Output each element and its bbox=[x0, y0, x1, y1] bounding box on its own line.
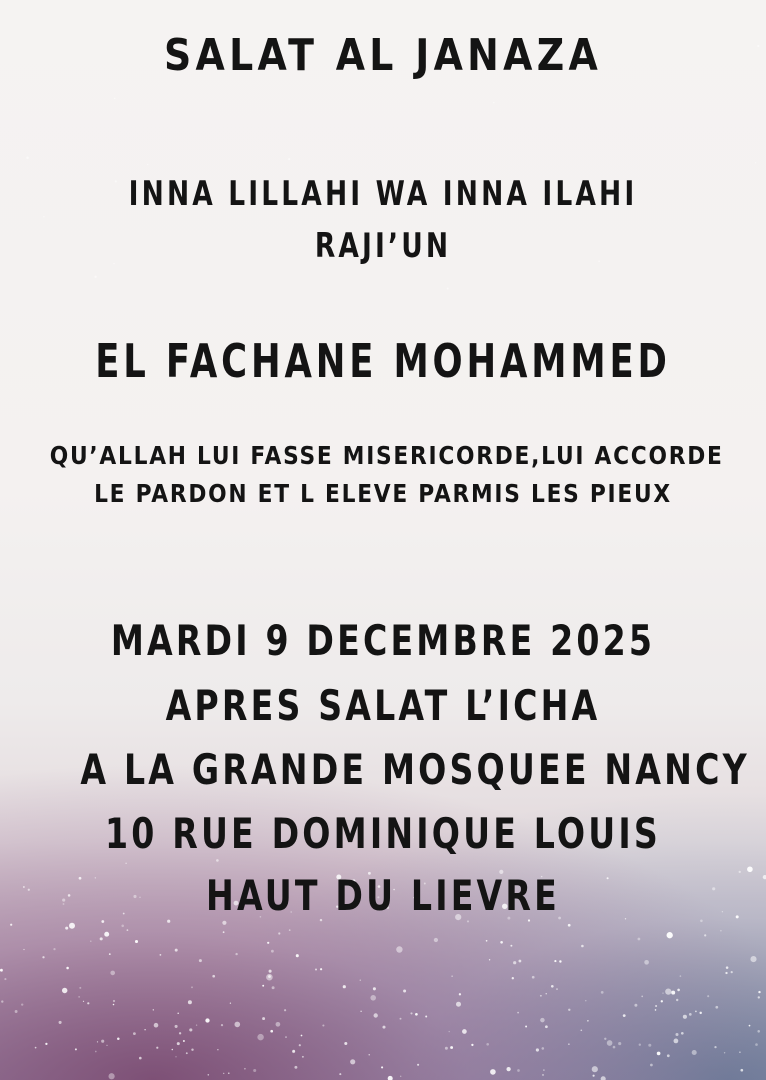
sparkle bbox=[66, 967, 69, 970]
sparkle bbox=[0, 969, 3, 972]
sparkle bbox=[712, 887, 715, 890]
sparkle bbox=[634, 1004, 637, 1007]
sparkle bbox=[156, 1047, 158, 1049]
sparkle bbox=[228, 1072, 229, 1073]
sparkle bbox=[704, 934, 706, 936]
sparkle bbox=[113, 1000, 115, 1002]
sparkle bbox=[755, 1043, 758, 1046]
sparkle bbox=[320, 968, 322, 970]
sparkle bbox=[546, 993, 547, 994]
sparkle bbox=[322, 1024, 324, 1026]
sparkle bbox=[692, 1050, 697, 1055]
sparkle bbox=[517, 1012, 519, 1014]
funeral-address: 10 RUE DOMINIQUE LOUIS bbox=[105, 809, 661, 858]
sparkle bbox=[208, 1074, 210, 1076]
sparkle bbox=[486, 1043, 489, 1046]
sparkle bbox=[179, 1032, 181, 1034]
sparkle bbox=[160, 954, 162, 956]
sparkle bbox=[26, 156, 29, 159]
sparkle bbox=[43, 216, 44, 217]
sparkle bbox=[568, 1009, 570, 1011]
sparkle bbox=[189, 1028, 192, 1031]
sparkle bbox=[677, 989, 680, 992]
sparkle bbox=[222, 921, 226, 925]
sparkle bbox=[388, 1076, 393, 1080]
sparkle bbox=[278, 932, 280, 934]
sparkle bbox=[532, 976, 535, 979]
sparkle bbox=[607, 1040, 613, 1046]
sparkle bbox=[641, 996, 643, 998]
sparkle bbox=[648, 1044, 651, 1047]
sparkle bbox=[108, 1073, 114, 1079]
sparkle bbox=[568, 1043, 570, 1045]
sparkle bbox=[512, 977, 514, 979]
sparkle bbox=[681, 1032, 684, 1035]
sparkle bbox=[217, 1049, 218, 1050]
sparkle bbox=[683, 1015, 687, 1019]
sparkle bbox=[23, 886, 25, 888]
sparkle bbox=[294, 1066, 297, 1069]
sparkle bbox=[639, 1044, 641, 1046]
sparkle bbox=[21, 1003, 23, 1005]
sparkle bbox=[223, 931, 225, 933]
sparkle bbox=[299, 1044, 301, 1046]
sparkle bbox=[415, 1013, 418, 1016]
sparkle bbox=[62, 988, 67, 993]
sparkle bbox=[133, 1032, 136, 1035]
sparkle bbox=[543, 1069, 544, 1070]
sparkle bbox=[113, 1004, 115, 1006]
sparkle bbox=[42, 956, 44, 958]
sparkle bbox=[199, 959, 202, 962]
sparkle bbox=[373, 987, 376, 990]
sparkle bbox=[650, 1064, 653, 1067]
sparkle bbox=[689, 1013, 692, 1016]
sparkle bbox=[344, 1042, 347, 1045]
sparkle bbox=[554, 960, 556, 962]
sparkle bbox=[580, 1029, 582, 1031]
sparkle bbox=[403, 990, 406, 993]
sparkle bbox=[62, 899, 65, 902]
sparkle bbox=[513, 961, 516, 964]
sparkle bbox=[370, 995, 376, 1001]
sparkle bbox=[343, 985, 346, 988]
invocation-line-1: INNA LILLAHI WA INNA ILAHI bbox=[128, 174, 638, 214]
sparkle bbox=[680, 975, 682, 977]
sparkle bbox=[230, 1003, 231, 1004]
sparkle bbox=[396, 946, 402, 952]
sparkle bbox=[191, 986, 193, 988]
sparkle bbox=[661, 1000, 663, 1002]
sparkle bbox=[644, 960, 649, 965]
sparkle bbox=[177, 1042, 180, 1045]
sparkle bbox=[758, 996, 760, 998]
sparkle bbox=[382, 1026, 385, 1029]
sparkle bbox=[292, 1050, 295, 1053]
sparkle bbox=[551, 985, 554, 988]
sparkle bbox=[400, 1076, 401, 1077]
sparkle bbox=[125, 863, 126, 864]
sparkle bbox=[592, 1066, 598, 1072]
funeral-date: MARDI 9 DECEMBRE 2025 bbox=[110, 616, 656, 665]
sparkle bbox=[506, 1067, 510, 1071]
sparkle bbox=[177, 1012, 179, 1014]
sparkle bbox=[449, 1031, 450, 1032]
sparkle bbox=[540, 1018, 544, 1022]
sparkle bbox=[175, 949, 178, 952]
sparkle bbox=[285, 1036, 287, 1038]
sparkle bbox=[271, 950, 274, 953]
sparkle bbox=[301, 1035, 303, 1037]
sparkle bbox=[601, 1076, 606, 1080]
sparkle bbox=[139, 1057, 142, 1060]
sparkle bbox=[556, 988, 558, 990]
sparkle bbox=[186, 1052, 188, 1054]
sparkle bbox=[153, 1009, 154, 1010]
sparkle bbox=[542, 1047, 545, 1050]
sparkle bbox=[755, 162, 756, 163]
sparkle bbox=[35, 1047, 37, 1049]
sparkle bbox=[234, 1022, 240, 1028]
sparkle bbox=[490, 1069, 496, 1075]
sparkle bbox=[747, 866, 753, 872]
sparkle bbox=[623, 1014, 626, 1017]
sparkle bbox=[68, 894, 71, 897]
sparkle bbox=[114, 98, 116, 100]
sparkle bbox=[15, 1010, 18, 1013]
sparkle bbox=[655, 1009, 657, 1011]
sparkle bbox=[757, 45, 759, 47]
sparkle bbox=[722, 911, 723, 912]
sparkle bbox=[288, 158, 290, 160]
sparkle bbox=[69, 923, 75, 929]
sparkle bbox=[456, 1002, 461, 1007]
sparkle bbox=[94, 276, 96, 278]
sparkle bbox=[724, 1052, 725, 1053]
sparkle bbox=[315, 968, 317, 970]
sparkle bbox=[167, 920, 170, 923]
sparkle bbox=[75, 1048, 77, 1050]
sparkle bbox=[675, 1033, 678, 1036]
sparkle bbox=[707, 995, 709, 997]
funeral-time: APRES SALAT L’ICHA bbox=[165, 681, 601, 730]
sparkle bbox=[10, 924, 12, 926]
sparkle bbox=[100, 937, 103, 940]
sparkle bbox=[104, 932, 109, 937]
sparkle bbox=[667, 932, 673, 938]
sparkle bbox=[65, 927, 68, 930]
sparkle bbox=[276, 1022, 281, 1027]
sparkle bbox=[188, 1000, 192, 1004]
sparkle bbox=[1, 1000, 3, 1002]
sparkle bbox=[500, 941, 503, 944]
sparkle bbox=[613, 1046, 616, 1049]
sparkle bbox=[374, 1013, 378, 1017]
sparkle bbox=[23, 949, 24, 950]
sparkle bbox=[223, 1073, 224, 1074]
sparkle bbox=[568, 924, 571, 927]
sparkle bbox=[720, 930, 722, 932]
sparkle bbox=[381, 1066, 383, 1068]
sparkle bbox=[451, 976, 452, 977]
sparkle bbox=[471, 1044, 473, 1046]
sparkle bbox=[360, 979, 361, 980]
sparkle bbox=[517, 1069, 520, 1072]
sparkle bbox=[87, 1002, 89, 1004]
sparkle bbox=[83, 1001, 84, 1002]
sparkle bbox=[147, 164, 148, 165]
sparkle bbox=[593, 1075, 595, 1077]
sparkle bbox=[284, 1009, 286, 1011]
sparkle bbox=[510, 945, 512, 947]
sparkle bbox=[410, 1012, 412, 1014]
sparkle bbox=[467, 920, 469, 922]
sparkle bbox=[425, 1016, 427, 1018]
sparkle bbox=[268, 975, 271, 978]
sparkle bbox=[667, 1054, 670, 1057]
sparkle bbox=[545, 1025, 548, 1028]
sparkle bbox=[191, 1048, 193, 1050]
sparkle bbox=[267, 942, 269, 944]
sparkle bbox=[339, 1073, 341, 1075]
prayer-line-2: LE PARDON ET L ELEVE PARMIS LES PIEUX bbox=[94, 479, 672, 508]
sparkle bbox=[758, 991, 760, 993]
sparkle bbox=[459, 993, 461, 995]
sparkle bbox=[749, 1025, 751, 1027]
sparkle bbox=[587, 1020, 589, 1022]
sparkle bbox=[715, 1006, 718, 1009]
sparkle bbox=[585, 1000, 586, 1001]
sparkle bbox=[296, 954, 299, 957]
sparkle bbox=[655, 1005, 657, 1007]
sparkle bbox=[97, 1041, 98, 1042]
sparkle bbox=[109, 953, 111, 955]
sparkle bbox=[270, 1030, 273, 1033]
sparkle bbox=[175, 1056, 176, 1057]
sparkle bbox=[750, 956, 756, 962]
sparkle bbox=[450, 1046, 453, 1049]
sparkle bbox=[493, 102, 494, 103]
sparkle bbox=[489, 959, 490, 960]
sparkle bbox=[216, 859, 219, 862]
sparkle bbox=[445, 1047, 448, 1050]
sparkle bbox=[45, 1043, 47, 1045]
sparkle bbox=[700, 920, 703, 923]
sparkle bbox=[253, 1069, 256, 1072]
sparkle bbox=[289, 929, 291, 931]
sparkle bbox=[601, 991, 604, 994]
sparkle bbox=[695, 1011, 697, 1013]
sparkle bbox=[121, 925, 124, 928]
sparkle bbox=[205, 1018, 209, 1022]
sparkle bbox=[662, 992, 663, 993]
sparkle bbox=[53, 948, 55, 950]
deceased-name: EL FACHANE MOHAMMED bbox=[95, 334, 671, 388]
sparkle bbox=[135, 940, 138, 943]
sparkle bbox=[63, 903, 65, 905]
sparkle bbox=[110, 971, 115, 976]
sparkle bbox=[540, 995, 542, 997]
sparkle bbox=[581, 945, 584, 948]
sparkle bbox=[638, 938, 641, 941]
sparkle bbox=[172, 1049, 174, 1051]
sparkle bbox=[731, 971, 733, 973]
sparkle bbox=[518, 960, 521, 963]
sparkle bbox=[736, 915, 739, 918]
sparkle bbox=[117, 1037, 120, 1040]
sparkle bbox=[676, 999, 678, 1001]
sparkle bbox=[674, 1039, 679, 1044]
prayer-line-1: QU’ALLAH LUI FASSE MISERICORDE,LUI ACCORDE bbox=[49, 441, 724, 470]
sparkle bbox=[144, 1029, 145, 1030]
sparkle bbox=[196, 1024, 197, 1025]
sparkle bbox=[244, 1068, 246, 1070]
sparkle bbox=[183, 1040, 185, 1042]
poster-title: SALAT AL JANAZA bbox=[163, 30, 603, 81]
sparkle bbox=[59, 1021, 62, 1024]
sparkle bbox=[262, 1017, 265, 1020]
sparkle bbox=[400, 1018, 402, 1020]
sparkle bbox=[757, 1030, 760, 1033]
sparkle bbox=[618, 1042, 621, 1045]
sparkle bbox=[604, 1038, 606, 1040]
sparkle bbox=[536, 1048, 539, 1051]
sparkle bbox=[434, 938, 438, 942]
sparkle bbox=[101, 920, 104, 923]
sparkle bbox=[175, 1025, 178, 1028]
sparkle bbox=[726, 966, 729, 969]
sparkle bbox=[101, 1040, 104, 1043]
invocation-line-2: RAJI’UN bbox=[314, 226, 452, 266]
sparkle bbox=[417, 1064, 419, 1066]
sparkle bbox=[262, 985, 264, 987]
funeral-district: HAUT DU LIEVRE bbox=[206, 871, 560, 920]
sparkle bbox=[699, 1012, 701, 1014]
sparkle bbox=[106, 1045, 107, 1046]
sparkle bbox=[542, 1074, 544, 1076]
sparkle bbox=[739, 871, 741, 873]
sparkle bbox=[369, 1054, 370, 1055]
sparkle bbox=[657, 1052, 661, 1056]
sparkle bbox=[221, 1024, 223, 1026]
sparkle bbox=[28, 889, 30, 891]
sparkle bbox=[559, 960, 561, 962]
sparkle bbox=[269, 970, 272, 973]
sparkle bbox=[671, 991, 675, 995]
sparkle bbox=[714, 1046, 716, 1048]
sparkle bbox=[360, 1011, 361, 1012]
sparkle bbox=[154, 1023, 159, 1028]
sparkle bbox=[127, 929, 129, 931]
sparkle bbox=[212, 975, 215, 978]
sparkle bbox=[78, 996, 79, 997]
sparkle bbox=[350, 1059, 355, 1064]
funeral-place: A LA GRANDE MOSQUEE NANCY bbox=[80, 745, 750, 794]
sparkle bbox=[235, 953, 237, 955]
sparkle bbox=[272, 986, 275, 989]
sparkle bbox=[90, 941, 91, 942]
sparkle bbox=[447, 288, 449, 290]
sparkle bbox=[665, 988, 671, 994]
sparkle bbox=[4, 978, 6, 980]
sparkle bbox=[257, 1034, 263, 1040]
sparkle bbox=[486, 940, 488, 942]
sparkle bbox=[525, 1026, 527, 1028]
sparkle bbox=[739, 1051, 741, 1053]
sparkle bbox=[302, 1056, 304, 1058]
sparkle bbox=[95, 1051, 97, 1053]
sparkle bbox=[725, 972, 727, 974]
sparkle bbox=[462, 1029, 467, 1034]
sparkle bbox=[740, 1069, 743, 1072]
sparkle bbox=[79, 987, 81, 989]
